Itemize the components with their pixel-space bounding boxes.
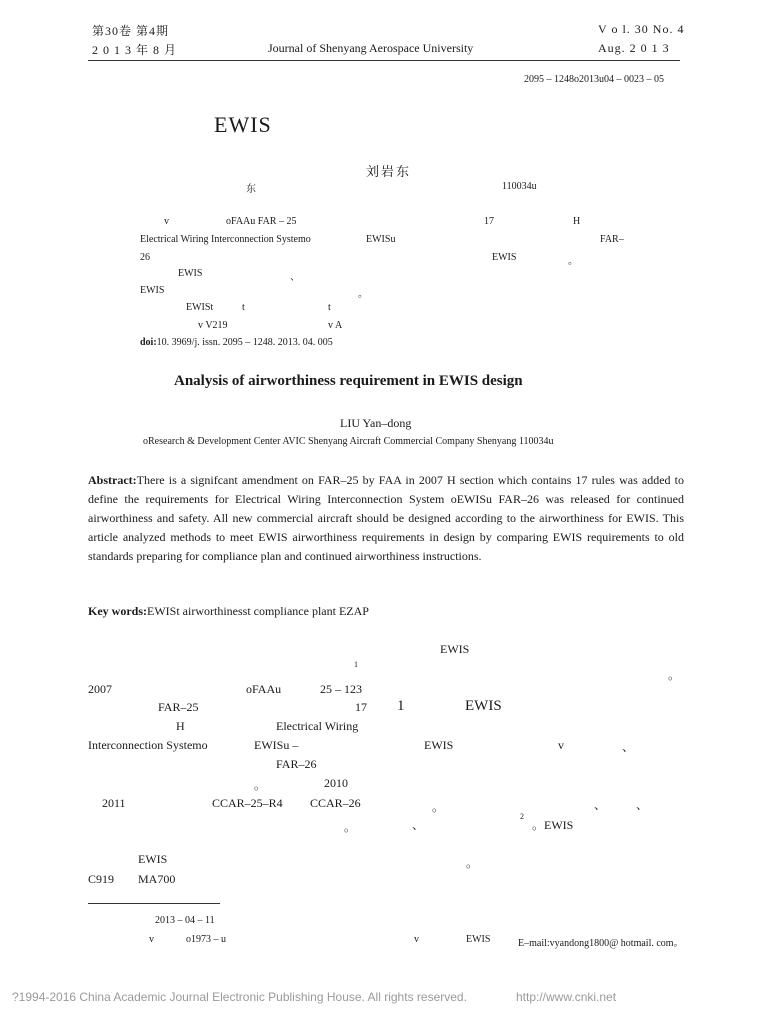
footnote-rule [88,903,220,904]
cn-abstract-frag: EWISu [366,234,396,245]
cn-abstract-frag: 26 [140,252,150,263]
cn-affiliation-postcode: 110034u [502,181,537,192]
date-cn: 2 0 1 3 年 8 月 [92,43,178,57]
cn-title: EWIS [214,112,272,137]
body-frag: 2011 [102,796,126,810]
body-frag: 。 [254,778,267,792]
footnote-frag: o1973 – u [186,934,226,945]
cn-keywords-frag: EWISt [186,302,214,313]
cn-abstract-frag: EWIS [492,252,517,263]
doi-value: 10. 3969/j. issn. 2095 – 1248. 2013. 04. 005 [156,337,333,348]
cn-abstract-frag: H [573,216,581,227]
cn-abstract-frag: FAR– [600,234,624,245]
cn-abstract-frag: Electrical Wiring Interconnection Systemo [140,234,311,245]
body-frag: 、 [636,798,649,812]
cn-abstract-frag: 。 [358,289,368,300]
body-frag: 2 [520,812,524,821]
body-frag: EWIS [424,738,454,752]
section-heading: EWIS [465,698,502,714]
abstract-text: There is a signifcant amendment on FAR–25 by FAA in 2007 H section which contains 17 rules was added to define the requirements for Electrical Wiring Interconnection System oEWISu FAR–26 was released for continued airworthiness and safety. All new commercial aircraft should be designed according to the airworthiness for EWIS. This article analyzed methods to meet EWIS airworthiness requirements in design by comparing EWIS requirements to old standards preparing for compliance plan and continued airworthiness instructions. [88,473,684,563]
body-frag: H [176,719,185,733]
date-en: Aug. 2 0 1 3 [598,41,670,55]
en-abstract [88,471,684,566]
keywords-text: EWISt airworthinesst compliance plant EZAP [147,604,369,618]
body-frag: 、 [622,740,635,754]
author-email: E–mail:vyandong1800@ hotmail. com。 [518,938,684,949]
cn-abstract-frag: v [164,216,169,227]
body-frag: 。 [466,856,479,870]
en-title: Analysis of airworthiness requirement in EWIS design [174,373,523,389]
cn-keywords-frag: t [242,302,245,313]
body-frag: 。 [432,800,445,814]
cn-abstract-frag: 、 [290,272,300,283]
section-number: 1 [397,698,405,714]
article-id: 2095 – 1248o2013u04 – 0023 – 05 [524,74,664,85]
footnote-frag: EWIS [466,934,491,945]
body-frag: FAR–26 [276,757,317,771]
en-author: LIU Yan–dong [340,416,412,430]
cn-abstract-frag: EWIS [140,285,165,296]
received-date: 2013 – 04 – 11 [155,915,215,926]
volume-issue-cn: 第30卷 第4期 [92,24,170,38]
body-frag: 2007 [88,682,112,696]
en-keywords [88,604,369,619]
body-frag: MA700 [138,872,176,886]
footnote-frag: v [414,934,419,945]
body-frag: 。 [344,820,357,834]
body-frag: 17 [355,700,367,714]
copyright-notice: ?1994-2016 China Academic Journal Electronic Publishing House. All rights reserved. [12,990,467,1004]
body-frag: 、 [594,798,607,812]
body-frag: 、 [412,818,425,832]
body-frag: CCAR–26 [310,796,361,810]
body-frag: Electrical Wiring [276,719,359,733]
volume-issue-en: V o l. 30 No. 4 [598,22,685,36]
body-frag: 。 [668,668,681,682]
body-frag: 25 – 123 [320,682,362,696]
body-frag: 1 [354,660,358,669]
body-frag: 。EWIS [532,818,574,832]
en-affiliation: oResearch & Development Center AVIC Shenyang Aircraft Commercial Company Shenyang 110034u [143,436,554,447]
cn-abstract-frag: oFAAu FAR – 25 [226,216,297,227]
body-frag: Interconnection Systemo [88,738,208,752]
abstract-label: Abstract: [88,473,137,487]
journal-name: Journal of Shenyang Aerospace University [268,41,474,55]
footnote-frag: v [149,934,154,945]
body-frag: CCAR–25–R4 [212,796,283,810]
cn-doc-code: v A [328,320,343,331]
cnki-link[interactable]: http://www.cnki.net [516,990,617,1004]
keywords-label: Key words: [88,604,147,618]
body-frag: 2010 [324,776,348,790]
cn-abstract-frag: 。 [568,256,578,267]
cn-classification: v V219 [198,320,228,331]
cn-keywords-frag: t [328,302,331,313]
body-frag: EWIS [440,642,470,656]
cn-abstract-frag: 17 [484,216,494,227]
body-frag: FAR–25 [158,700,199,714]
body-frag: EWISu – [254,738,299,752]
body-frag: v [558,738,564,752]
cn-abstract-frag: EWIS [178,268,203,279]
body-frag: EWIS [138,852,168,866]
cn-author: 刘岩东 [366,164,412,179]
doi-label: doi: [140,337,157,348]
body-frag: C919 [88,872,115,886]
doi-line [140,337,333,348]
header-rule [88,60,680,61]
body-frag: oFAAu [246,682,282,696]
cn-affiliation: 东 [246,184,256,195]
